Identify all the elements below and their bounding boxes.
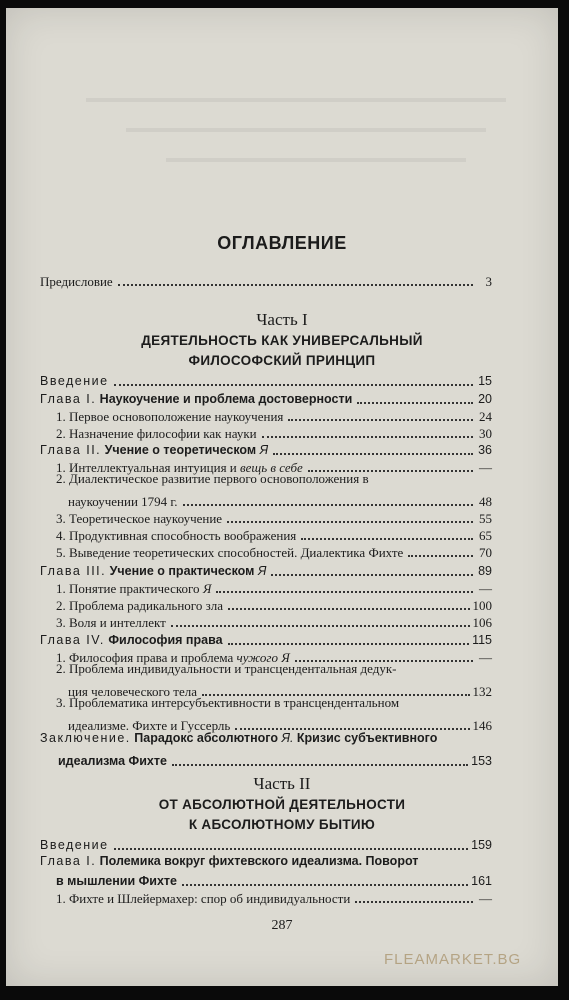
preface-label: Предисловие: [40, 274, 113, 289]
chapter-line1: [40, 853, 418, 870]
page-number: 153: [471, 754, 492, 768]
page-number: 20: [478, 392, 492, 406]
part-1-title-line2: ФИЛОСОФСКИЙ ПРИНЦИП: [188, 353, 376, 368]
page-number: 65: [479, 528, 492, 543]
page-number-footer: 287: [271, 918, 293, 933]
chapter-prefix: Глава I.: [40, 392, 97, 406]
section-label-line2: идеализме. Фихте и Гуссерль: [68, 718, 231, 733]
section-label-italic: чужого Я: [236, 650, 290, 665]
chapter-title: Учение о практическом: [109, 564, 255, 578]
toc-entry-section: [56, 611, 492, 631]
chapter-prefix: Глава III.: [40, 564, 107, 578]
section-label-italic: вещь в себе: [240, 460, 303, 475]
chapter-title: Полемика вокруг фихтевского идеализма. Поворот: [99, 854, 419, 868]
chapter-prefix: Глава IV.: [40, 633, 105, 647]
section-label: 1. Первое основоположение наукоучения: [56, 409, 284, 424]
page-number: 70: [479, 545, 492, 560]
chapter-title: Учение о теоретическом: [104, 443, 257, 457]
conclusion-title: Парадокс абсолютного: [134, 731, 278, 745]
watermark-logo: FLEAMARKET.BG: [384, 951, 522, 968]
section-label: 3. Воля и интеллект: [56, 615, 166, 630]
page-number: 3: [485, 274, 492, 289]
section-label-line2: ция человеческого тела: [68, 684, 197, 699]
leader-dots: [227, 521, 473, 523]
page-number: 161: [471, 874, 492, 888]
leader-dots: [118, 284, 473, 286]
page-number: 146: [472, 718, 492, 733]
leader-dots: [114, 384, 473, 386]
leader-dots: [216, 591, 473, 593]
section-label: 4. Продуктивная способность воображения: [56, 528, 297, 543]
conclusion-line1: [40, 730, 437, 747]
page-number: 89: [478, 564, 492, 578]
leader-dots: [301, 538, 473, 540]
section-label-line1: 3. Проблематика интерсубъективности в трансцендентальном: [56, 695, 400, 710]
page-number: —: [479, 650, 492, 665]
page-number: 36: [478, 443, 492, 457]
chapter-title-line2: в мышлении Фихте: [56, 874, 177, 888]
section-label: 1. Интеллектуальная интуиция и: [56, 460, 237, 475]
section-label: 3. Теоретическое наукоучение: [56, 511, 223, 526]
leader-dots: [171, 625, 470, 627]
leader-dots: [273, 453, 473, 455]
bleed-through-text: [166, 158, 466, 162]
page-number: 30: [479, 426, 492, 441]
page-number: 106: [472, 615, 492, 630]
section-label-line2: наукоучении 1794 г.: [68, 494, 178, 509]
book-page: [6, 8, 558, 986]
page-number: 48: [479, 494, 492, 509]
section-label-line1: 2. Проблема индивидуальности и трансцендентальная дедук-: [56, 661, 397, 676]
section-label: 1. Философия права и проблема: [56, 650, 234, 665]
toc-entry-intro: [40, 834, 492, 854]
chapter-title: Философия права: [108, 633, 223, 647]
section-label: 2. Назначение философии как науки: [56, 426, 257, 441]
leader-dots: [262, 436, 473, 438]
leader-dots: [183, 504, 473, 506]
part-1-label: Часть I: [256, 310, 308, 329]
leader-dots: [228, 643, 470, 645]
part-2-title-line2: К АБСОЛЮТНОМУ БЫТИЮ: [188, 817, 376, 832]
conclusion-title: Кризис субъективного: [296, 731, 438, 745]
toc-title: ОГЛАВЛЕНИЕ: [217, 233, 347, 253]
leader-dots: [355, 901, 473, 903]
leader-dots: [228, 608, 470, 610]
bleed-through-text: [86, 98, 506, 102]
chapter-title: Наукоучение и проблема достоверности: [99, 392, 353, 406]
section-label: 1. Понятие практического: [56, 581, 200, 596]
leader-dots: [357, 402, 473, 404]
leader-dots: [182, 884, 468, 886]
toc-entry-section: [56, 887, 492, 907]
page-number: 115: [472, 633, 492, 647]
page-number: 55: [479, 511, 492, 526]
leader-dots: [408, 555, 473, 557]
page-number: 132: [472, 684, 492, 699]
intro-label: Введение: [40, 374, 109, 388]
toc-entry-section: [56, 541, 492, 561]
bleed-through-text: [126, 128, 486, 132]
toc-entry-conclusion: [58, 750, 492, 770]
section-label-line1: 2. Диалектическое развитие первого основоположения в: [56, 471, 369, 486]
leader-dots: [288, 419, 473, 421]
section-label: 1. Фихте и Шлейермахер: спор об индивидуальности: [56, 891, 351, 906]
toc-entry-intro: [40, 370, 492, 390]
part-2-label: Часть II: [253, 774, 311, 793]
part-1-title-line1: ДЕЯТЕЛЬНОСТЬ КАК УНИВЕРСАЛЬНЫЙ: [141, 333, 423, 348]
conclusion-title-italic: Я.: [281, 731, 294, 745]
section-label: 2. Проблема радикального зла: [56, 598, 223, 613]
section-label-italic: Я: [202, 581, 212, 596]
section-label: 5. Выведение теоретических способностей. Диалектика Фихте: [56, 545, 404, 560]
page-number: 100: [472, 598, 492, 613]
chapter-prefix: Глава I.: [40, 854, 97, 868]
page-number: —: [479, 581, 492, 596]
chapter-prefix: Глава II.: [40, 443, 102, 457]
leader-dots: [271, 574, 473, 576]
leader-dots: [172, 764, 468, 766]
page-number: 24: [479, 409, 492, 424]
part-2-title-line1: ОТ АБСОЛЮТНОЙ ДЕЯТЕЛЬНОСТИ: [158, 797, 406, 812]
leader-dots: [114, 848, 469, 850]
toc-entry-preface: [40, 270, 492, 290]
page-number: 159: [471, 838, 492, 852]
page-number: 15: [478, 374, 492, 388]
conclusion-prefix: Заключение.: [40, 731, 131, 745]
conclusion-title-line2: идеализма Фихте: [58, 754, 167, 768]
chapter-title-italic: Я: [257, 564, 267, 578]
page-number: —: [479, 891, 492, 906]
chapter-title-italic: Я: [259, 443, 269, 457]
intro-label: Введение: [40, 838, 109, 852]
page-number: —: [479, 460, 492, 475]
